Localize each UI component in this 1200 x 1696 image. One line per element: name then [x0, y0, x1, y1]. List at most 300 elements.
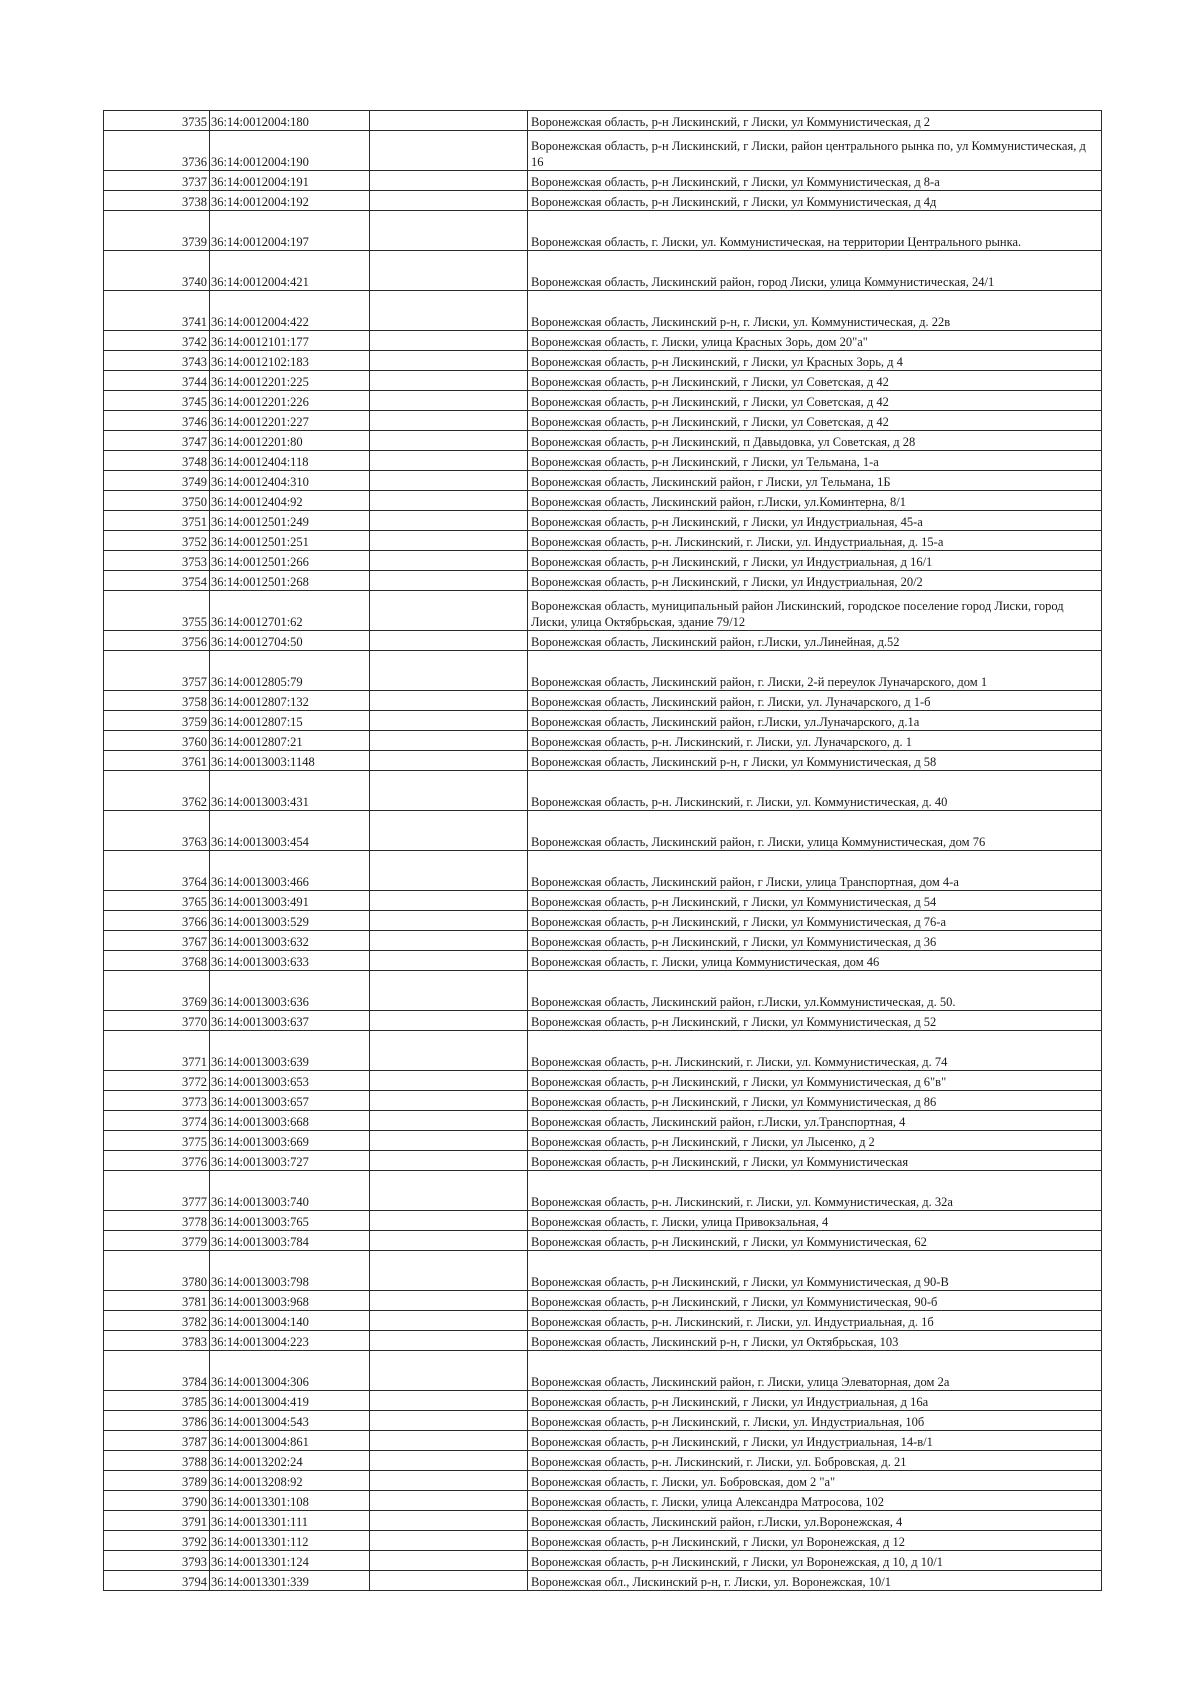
table-row — [104, 431, 1102, 451]
row-number-cell: 3770 — [104, 1011, 210, 1031]
empty-cell — [370, 1571, 528, 1591]
row-number-cell: 3751 — [104, 511, 210, 531]
cadastral-number-cell: 36:14:0013003:668 — [210, 1111, 370, 1131]
address-cell: Воронежская область, Лискинский район, г. Лиски, ул. Луначарского, д 1-б — [528, 691, 1102, 711]
empty-cell — [370, 331, 528, 351]
empty-cell — [370, 371, 528, 391]
table-row — [104, 1491, 1102, 1511]
row-number-cell: 3744 — [104, 371, 210, 391]
empty-cell — [370, 1031, 528, 1071]
empty-cell — [370, 351, 528, 371]
cadastral-number-cell: 36:14:0013202:24 — [210, 1451, 370, 1471]
address-cell: Воронежская область, р-н Лискинский, г Лиски, ул Коммунистическая, д 8-а — [528, 171, 1102, 191]
table-row — [104, 1071, 1102, 1091]
empty-cell — [370, 411, 528, 431]
empty-cell — [370, 211, 528, 251]
table-row — [104, 1171, 1102, 1211]
cadastral-number-cell: 36:14:0012201:227 — [210, 411, 370, 431]
table-row — [104, 451, 1102, 471]
table-row — [104, 891, 1102, 911]
empty-cell — [370, 731, 528, 751]
empty-cell — [370, 591, 528, 631]
address-cell: Воронежская область, р-н Лискинский, г Лиски, ул Советская, д 42 — [528, 391, 1102, 411]
table-row — [104, 1551, 1102, 1571]
address-cell: Воронежская область, р-н. Лискинский, г. Лиски, ул. Коммунистическая, д. 32а — [528, 1171, 1102, 1211]
row-number-cell: 3767 — [104, 931, 210, 951]
row-number-cell: 3777 — [104, 1171, 210, 1211]
empty-cell — [370, 1471, 528, 1491]
row-number-cell: 3776 — [104, 1151, 210, 1171]
row-number-cell: 3745 — [104, 391, 210, 411]
table-row — [104, 251, 1102, 291]
row-number-cell: 3778 — [104, 1211, 210, 1231]
row-number-cell: 3758 — [104, 691, 210, 711]
table-row — [104, 1411, 1102, 1431]
empty-cell — [370, 691, 528, 711]
row-number-cell: 3779 — [104, 1231, 210, 1251]
address-cell: Воронежская область, Лискинский район, г.Лиски, ул.Коминтерна, 8/1 — [528, 491, 1102, 511]
cadastral-number-cell: 36:14:0012807:132 — [210, 691, 370, 711]
empty-cell — [370, 751, 528, 771]
address-cell: Воронежская область, р-н Лискинский, г Лиски, ул Лысенко, д 2 — [528, 1131, 1102, 1151]
address-cell: Воронежская область, г. Лиски, ул. Коммунистическая, на территории Центрального рынка. — [528, 211, 1102, 251]
table-row — [104, 571, 1102, 591]
row-number-cell: 3774 — [104, 1111, 210, 1131]
table-row — [104, 131, 1102, 171]
row-number-cell: 3771 — [104, 1031, 210, 1071]
row-number-cell: 3769 — [104, 971, 210, 1011]
cadastral-number-cell: 36:14:0012201:226 — [210, 391, 370, 411]
empty-cell — [370, 471, 528, 491]
table-row — [104, 171, 1102, 191]
address-cell: Воронежская область, Лискинский район, город Лиски, улица Коммунистическая, 24/1 — [528, 251, 1102, 291]
empty-cell — [370, 1071, 528, 1091]
address-cell: Воронежская область, р-н Лискинский, п Давыдовка, ул Советская, д 28 — [528, 431, 1102, 451]
row-number-cell: 3766 — [104, 911, 210, 931]
empty-cell — [370, 1411, 528, 1431]
empty-cell — [370, 1151, 528, 1171]
table-row — [104, 531, 1102, 551]
row-number-cell: 3739 — [104, 211, 210, 251]
table-row — [104, 1211, 1102, 1231]
address-cell: Воронежская область, р-н Лискинский, г Лиски, ул Индустриальная, 14-в/1 — [528, 1431, 1102, 1451]
table-row — [104, 1091, 1102, 1111]
table-row — [104, 931, 1102, 951]
address-cell: Воронежская область, р-н Лискинский, г Лиски, ул Индустриальная, 20/2 — [528, 571, 1102, 591]
table-row — [104, 411, 1102, 431]
table-row — [104, 1331, 1102, 1351]
address-cell: Воронежская область, р-н Лискинский, г Лиски, ул Коммунистическая, д 6"в" — [528, 1071, 1102, 1091]
table-row — [104, 211, 1102, 251]
cadastral-number-cell: 36:14:0013301:112 — [210, 1531, 370, 1551]
cadastral-number-cell: 36:14:0012004:192 — [210, 191, 370, 211]
address-cell: Воронежская область, р-н Лискинский, г Лиски, ул Индустриальная, д 16/1 — [528, 551, 1102, 571]
empty-cell — [370, 1231, 528, 1251]
empty-cell — [370, 1551, 528, 1571]
empty-cell — [370, 1391, 528, 1411]
address-cell: Воронежская область, р-н Лискинский, г Лиски, ул Коммунистическая, 62 — [528, 1231, 1102, 1251]
empty-cell — [370, 1251, 528, 1291]
cadastral-number-cell: 36:14:0013003:632 — [210, 931, 370, 951]
address-cell: Воронежская область, р-н Лискинский, г Лиски, ул Коммунистическая, д 86 — [528, 1091, 1102, 1111]
cadastral-number-cell: 36:14:0013004:861 — [210, 1431, 370, 1451]
address-cell: Воронежская область, Лискинский район, г. Лиски, улица Коммунистическая, дом 76 — [528, 811, 1102, 851]
empty-cell — [370, 1011, 528, 1031]
address-cell: Воронежская область, р-н Лискинский, г Лиски, ул Индустриальная, 45-а — [528, 511, 1102, 531]
address-cell: Воронежская область, р-н Лискинский, г Лиски, ул Советская, д 42 — [528, 411, 1102, 431]
table-row — [104, 1131, 1102, 1151]
cadastral-number-cell: 36:14:0012102:183 — [210, 351, 370, 371]
cadastral-number-cell: 36:14:0012004:422 — [210, 291, 370, 331]
address-cell: Воронежская область, р-н Лискинский, г Лиски, ул Коммунистическая, д 4д — [528, 191, 1102, 211]
row-number-cell: 3752 — [104, 531, 210, 551]
address-cell: Воронежская область, р-н. Лискинский, г. Лиски, ул. Бобровская, д. 21 — [528, 1451, 1102, 1471]
row-number-cell: 3738 — [104, 191, 210, 211]
table-row — [104, 911, 1102, 931]
address-cell: Воронежская область, р-н. Лискинский, г. Лиски, ул. Индустриальная, д. 1б — [528, 1311, 1102, 1331]
table-row — [104, 371, 1102, 391]
cadastral-number-cell: 36:14:0012805:79 — [210, 651, 370, 691]
address-cell: Воронежская область, р-н Лискинский, г Лиски, район центрального рынка по, ул Коммунистическая, д 16 — [528, 131, 1102, 171]
table-row — [104, 1571, 1102, 1591]
row-number-cell: 3741 — [104, 291, 210, 331]
table-row — [104, 331, 1102, 351]
address-cell: Воронежская область, г. Лиски, улица Коммунистическая, дом 46 — [528, 951, 1102, 971]
row-number-cell: 3782 — [104, 1311, 210, 1331]
address-cell: Воронежская область, р-н Лискинский, г Лиски, ул Красных Зорь, д 4 — [528, 351, 1102, 371]
address-cell: Воронежская область, г. Лиски, ул. Бобровская, дом 2 "а" — [528, 1471, 1102, 1491]
cadastral-number-cell: 36:14:0013003:657 — [210, 1091, 370, 1111]
row-number-cell: 3755 — [104, 591, 210, 631]
cadastral-register-table — [103, 110, 1102, 1591]
table-row — [104, 731, 1102, 751]
table-row — [104, 551, 1102, 571]
table-row — [104, 711, 1102, 731]
address-cell: Воронежская область, Лискинский район, г Лиски, ул Тельмана, 1Б — [528, 471, 1102, 491]
row-number-cell: 3788 — [104, 1451, 210, 1471]
table-row — [104, 1111, 1102, 1131]
cadastral-number-cell: 36:14:0013003:491 — [210, 891, 370, 911]
cadastral-number-cell: 36:14:0012701:62 — [210, 591, 370, 631]
empty-cell — [370, 1311, 528, 1331]
address-cell: Воронежская область, р-н Лискинский, г Лиски, ул Коммунистическая, д 76-а — [528, 911, 1102, 931]
row-number-cell: 3757 — [104, 651, 210, 691]
address-cell: Воронежская обл., Лискинский р-н, г. Лиски, ул. Воронежская, 10/1 — [528, 1571, 1102, 1591]
cadastral-number-cell: 36:14:0013003:637 — [210, 1011, 370, 1031]
empty-cell — [370, 191, 528, 211]
address-cell: Воронежская область, р-н Лискинский, г Лиски, ул Индустриальная, д 16а — [528, 1391, 1102, 1411]
cadastral-number-cell: 36:14:0012404:118 — [210, 451, 370, 471]
row-number-cell: 3784 — [104, 1351, 210, 1391]
cadastral-number-cell: 36:14:0013003:454 — [210, 811, 370, 851]
address-cell: Воронежская область, Лискинский район, г.Лиски, ул.Коммунистическая, д. 50. — [528, 971, 1102, 1011]
row-number-cell: 3748 — [104, 451, 210, 471]
row-number-cell: 3735 — [104, 111, 210, 131]
empty-cell — [370, 811, 528, 851]
cadastral-number-cell: 36:14:0013004:306 — [210, 1351, 370, 1391]
row-number-cell: 3742 — [104, 331, 210, 351]
address-cell: Воронежская область, р-н Лискинский, г Лиски, ул Воронежская, д 12 — [528, 1531, 1102, 1551]
empty-cell — [370, 1211, 528, 1231]
cadastral-number-cell: 36:14:0013003:431 — [210, 771, 370, 811]
row-number-cell: 3737 — [104, 171, 210, 191]
row-number-cell: 3759 — [104, 711, 210, 731]
empty-cell — [370, 931, 528, 951]
table-row — [104, 1471, 1102, 1491]
empty-cell — [370, 1291, 528, 1311]
address-cell: Воронежская область, г. Лиски, улица Привокзальная, 4 — [528, 1211, 1102, 1231]
row-number-cell: 3763 — [104, 811, 210, 851]
cadastral-number-cell: 36:14:0012501:249 — [210, 511, 370, 531]
address-cell: Воронежская область, р-н Лискинский, г. Лиски, ул. Индустриальная, 10б — [528, 1411, 1102, 1431]
table-row — [104, 591, 1102, 631]
table-row — [104, 691, 1102, 711]
address-cell: Воронежская область, Лискинский район, г.Лиски, ул.Линейная, д.52 — [528, 631, 1102, 651]
table-row — [104, 631, 1102, 651]
cadastral-number-cell: 36:14:0012004:421 — [210, 251, 370, 291]
cadastral-number-cell: 36:14:0013003:653 — [210, 1071, 370, 1091]
cadastral-number-cell: 36:14:0013003:1148 — [210, 751, 370, 771]
cadastral-number-cell: 36:14:0013003:740 — [210, 1171, 370, 1211]
empty-cell — [370, 1331, 528, 1351]
row-number-cell: 3764 — [104, 851, 210, 891]
empty-cell — [370, 1131, 528, 1151]
cadastral-number-cell: 36:14:0013301:111 — [210, 1511, 370, 1531]
table-row — [104, 291, 1102, 331]
row-number-cell: 3749 — [104, 471, 210, 491]
empty-cell — [370, 571, 528, 591]
table-row — [104, 391, 1102, 411]
empty-cell — [370, 1351, 528, 1391]
address-cell: Воронежская область, Лискинский р-н, г Лиски, ул Октябрьская, 103 — [528, 1331, 1102, 1351]
cadastral-number-cell: 36:14:0013301:108 — [210, 1491, 370, 1511]
empty-cell — [370, 1491, 528, 1511]
table-row — [104, 1451, 1102, 1471]
empty-cell — [370, 111, 528, 131]
empty-cell — [370, 711, 528, 731]
cadastral-number-cell: 36:14:0013004:419 — [210, 1391, 370, 1411]
empty-cell — [370, 251, 528, 291]
cadastral-number-cell: 36:14:0012004:197 — [210, 211, 370, 251]
cadastral-number-cell: 36:14:0013003:968 — [210, 1291, 370, 1311]
table-row — [104, 1031, 1102, 1071]
empty-cell — [370, 551, 528, 571]
address-cell: Воронежская область, р-н Лискинский, г Лиски, ул Коммунистическая, 90-б — [528, 1291, 1102, 1311]
row-number-cell: 3794 — [104, 1571, 210, 1591]
cadastral-number-cell: 36:14:0013003:765 — [210, 1211, 370, 1231]
address-cell: Воронежская область, Лискинский район, г.Лиски, ул.Воронежская, 4 — [528, 1511, 1102, 1531]
cadastral-number-cell: 36:14:0012201:80 — [210, 431, 370, 451]
row-number-cell: 3792 — [104, 1531, 210, 1551]
address-cell: Воронежская область, р-н Лискинский, г Лиски, ул Коммунистическая, д 36 — [528, 931, 1102, 951]
table-row — [104, 351, 1102, 371]
cadastral-number-cell: 36:14:0012201:225 — [210, 371, 370, 391]
cadastral-number-cell: 36:14:0013004:223 — [210, 1331, 370, 1351]
address-cell: Воронежская область, р-н Лискинский, г Лиски, ул Тельмана, 1-а — [528, 451, 1102, 471]
empty-cell — [370, 131, 528, 171]
cadastral-number-cell: 36:14:0013003:798 — [210, 1251, 370, 1291]
table-row — [104, 951, 1102, 971]
table-row — [104, 1351, 1102, 1391]
empty-cell — [370, 1171, 528, 1211]
address-cell: Воронежская область, Лискинский р-н, г Лиски, ул Коммунистическая, д 58 — [528, 751, 1102, 771]
empty-cell — [370, 491, 528, 511]
row-number-cell: 3765 — [104, 891, 210, 911]
address-cell: Воронежская область, г. Лиски, улица Красных Зорь, дом 20"а" — [528, 331, 1102, 351]
cadastral-number-cell: 36:14:0012501:268 — [210, 571, 370, 591]
row-number-cell: 3746 — [104, 411, 210, 431]
address-cell: Воронежская область, р-н Лискинский, г Лиски, ул Коммунистическая — [528, 1151, 1102, 1171]
table-row — [104, 771, 1102, 811]
address-cell: Воронежская область, р-н Лискинский, г Лиски, ул Коммунистическая, д 2 — [528, 111, 1102, 131]
empty-cell — [370, 391, 528, 411]
address-cell: Воронежская область, р-н Лискинский, г Лиски, ул Воронежская, д 10, д 10/1 — [528, 1551, 1102, 1571]
address-cell: Воронежская область, р-н. Лискинский, г. Лиски, ул. Коммунистическая, д. 40 — [528, 771, 1102, 811]
table-row — [104, 191, 1102, 211]
table-row — [104, 491, 1102, 511]
empty-cell — [370, 1111, 528, 1131]
table-row — [104, 1231, 1102, 1251]
empty-cell — [370, 771, 528, 811]
address-cell: Воронежская область, р-н Лискинский, г Лиски, ул Коммунистическая, д 90-В — [528, 1251, 1102, 1291]
cadastral-number-cell: 36:14:0013003:633 — [210, 951, 370, 971]
row-number-cell: 3790 — [104, 1491, 210, 1511]
cadastral-number-cell: 36:14:0012704:50 — [210, 631, 370, 651]
row-number-cell: 3785 — [104, 1391, 210, 1411]
cadastral-number-cell: 36:14:0013003:466 — [210, 851, 370, 891]
row-number-cell: 3762 — [104, 771, 210, 811]
table-row — [104, 651, 1102, 691]
cadastral-number-cell: 36:14:0012004:190 — [210, 131, 370, 171]
row-number-cell: 3786 — [104, 1411, 210, 1431]
table-row — [104, 1531, 1102, 1551]
row-number-cell: 3736 — [104, 131, 210, 171]
empty-cell — [370, 431, 528, 451]
empty-cell — [370, 851, 528, 891]
empty-cell — [370, 1531, 528, 1551]
empty-cell — [370, 1091, 528, 1111]
row-number-cell: 3750 — [104, 491, 210, 511]
cadastral-number-cell: 36:14:0013208:92 — [210, 1471, 370, 1491]
table-row — [104, 471, 1102, 491]
address-cell: Воронежская область, г. Лиски, улица Александра Матросова, 102 — [528, 1491, 1102, 1511]
row-number-cell: 3756 — [104, 631, 210, 651]
empty-cell — [370, 1451, 528, 1471]
address-cell: Воронежская область, Лискинский район, г. Лиски, улица Элеваторная, дом 2а — [528, 1351, 1102, 1391]
cadastral-number-cell: 36:14:0013004:140 — [210, 1311, 370, 1331]
cadastral-number-cell: 36:14:0013004:543 — [210, 1411, 370, 1431]
address-cell: Воронежская область, Лискинский район, г.Лиски, ул.Луначарского, д.1а — [528, 711, 1102, 731]
empty-cell — [370, 511, 528, 531]
address-cell: Воронежская область, Лискинский район, г Лиски, улица Транспортная, дом 4-а — [528, 851, 1102, 891]
address-cell: Воронежская область, р-н. Лискинский, г. Лиски, ул. Индустриальная, д. 15-а — [528, 531, 1102, 551]
table-row — [104, 851, 1102, 891]
table-row — [104, 811, 1102, 851]
cadastral-number-cell: 36:14:0012501:251 — [210, 531, 370, 551]
cadastral-number-cell: 36:14:0013003:784 — [210, 1231, 370, 1251]
table-row — [104, 511, 1102, 531]
empty-cell — [370, 451, 528, 471]
cadastral-number-cell: 36:14:0012004:191 — [210, 171, 370, 191]
address-cell: Воронежская область, р-н Лискинский, г Лиски, ул Коммунистическая, д 52 — [528, 1011, 1102, 1031]
row-number-cell: 3791 — [104, 1511, 210, 1531]
address-cell: Воронежская область, р-н. Лискинский, г. Лиски, ул. Луначарского, д. 1 — [528, 731, 1102, 751]
row-number-cell: 3787 — [104, 1431, 210, 1451]
table-body — [104, 111, 1102, 1591]
row-number-cell: 3761 — [104, 751, 210, 771]
empty-cell — [370, 971, 528, 1011]
cadastral-number-cell: 36:14:0013003:636 — [210, 971, 370, 1011]
table-row — [104, 1431, 1102, 1451]
row-number-cell: 3781 — [104, 1291, 210, 1311]
row-number-cell: 3753 — [104, 551, 210, 571]
cadastral-number-cell: 36:14:0013003:727 — [210, 1151, 370, 1171]
cadastral-number-cell: 36:14:0012807:21 — [210, 731, 370, 751]
row-number-cell: 3793 — [104, 1551, 210, 1571]
cadastral-number-cell: 36:14:0012501:266 — [210, 551, 370, 571]
table-row — [104, 971, 1102, 1011]
table-row — [104, 1151, 1102, 1171]
empty-cell — [370, 651, 528, 691]
cadastral-number-cell: 36:14:0013301:124 — [210, 1551, 370, 1571]
row-number-cell: 3740 — [104, 251, 210, 291]
table-row — [104, 1011, 1102, 1031]
row-number-cell: 3760 — [104, 731, 210, 751]
empty-cell — [370, 291, 528, 331]
address-cell: Воронежская область, р-н Лискинский, г Лиски, ул Советская, д 42 — [528, 371, 1102, 391]
cadastral-number-cell: 36:14:0013003:529 — [210, 911, 370, 931]
row-number-cell: 3780 — [104, 1251, 210, 1291]
address-cell: Воронежская область, Лискинский р-н, г. Лиски, ул. Коммунистическая, д. 22в — [528, 291, 1102, 331]
row-number-cell: 3789 — [104, 1471, 210, 1491]
cadastral-number-cell: 36:14:0013003:669 — [210, 1131, 370, 1151]
address-cell: Воронежская область, муниципальный район Лискинский, городское поселение город Лиски, город Лиски, улица Октябрьская, здание 79/12 — [528, 591, 1102, 631]
table-row — [104, 1291, 1102, 1311]
table-row — [104, 751, 1102, 771]
empty-cell — [370, 631, 528, 651]
table-row — [104, 1311, 1102, 1331]
cadastral-number-cell: 36:14:0012101:177 — [210, 331, 370, 351]
row-number-cell: 3775 — [104, 1131, 210, 1151]
cadastral-number-cell: 36:14:0012807:15 — [210, 711, 370, 731]
cadastral-number-cell: 36:14:0012404:310 — [210, 471, 370, 491]
cadastral-number-cell: 36:14:0012004:180 — [210, 111, 370, 131]
row-number-cell: 3783 — [104, 1331, 210, 1351]
table-row — [104, 111, 1102, 131]
row-number-cell: 3743 — [104, 351, 210, 371]
row-number-cell: 3768 — [104, 951, 210, 971]
address-cell: Воронежская область, Лискинский район, г. Лиски, 2-й переулок Луначарского, дом 1 — [528, 651, 1102, 691]
table-row — [104, 1251, 1102, 1291]
empty-cell — [370, 911, 528, 931]
row-number-cell: 3773 — [104, 1091, 210, 1111]
address-cell: Воронежская область, р-н Лискинский, г Лиски, ул Коммунистическая, д 54 — [528, 891, 1102, 911]
empty-cell — [370, 1511, 528, 1531]
table-row — [104, 1391, 1102, 1411]
empty-cell — [370, 951, 528, 971]
empty-cell — [370, 1431, 528, 1451]
row-number-cell: 3747 — [104, 431, 210, 451]
cadastral-number-cell: 36:14:0013301:339 — [210, 1571, 370, 1591]
empty-cell — [370, 171, 528, 191]
table-row — [104, 1511, 1102, 1531]
cadastral-number-cell: 36:14:0013003:639 — [210, 1031, 370, 1071]
empty-cell — [370, 531, 528, 551]
empty-cell — [370, 891, 528, 911]
address-cell: Воронежская область, Лискинский район, г.Лиски, ул.Транспортная, 4 — [528, 1111, 1102, 1131]
row-number-cell: 3772 — [104, 1071, 210, 1091]
row-number-cell: 3754 — [104, 571, 210, 591]
